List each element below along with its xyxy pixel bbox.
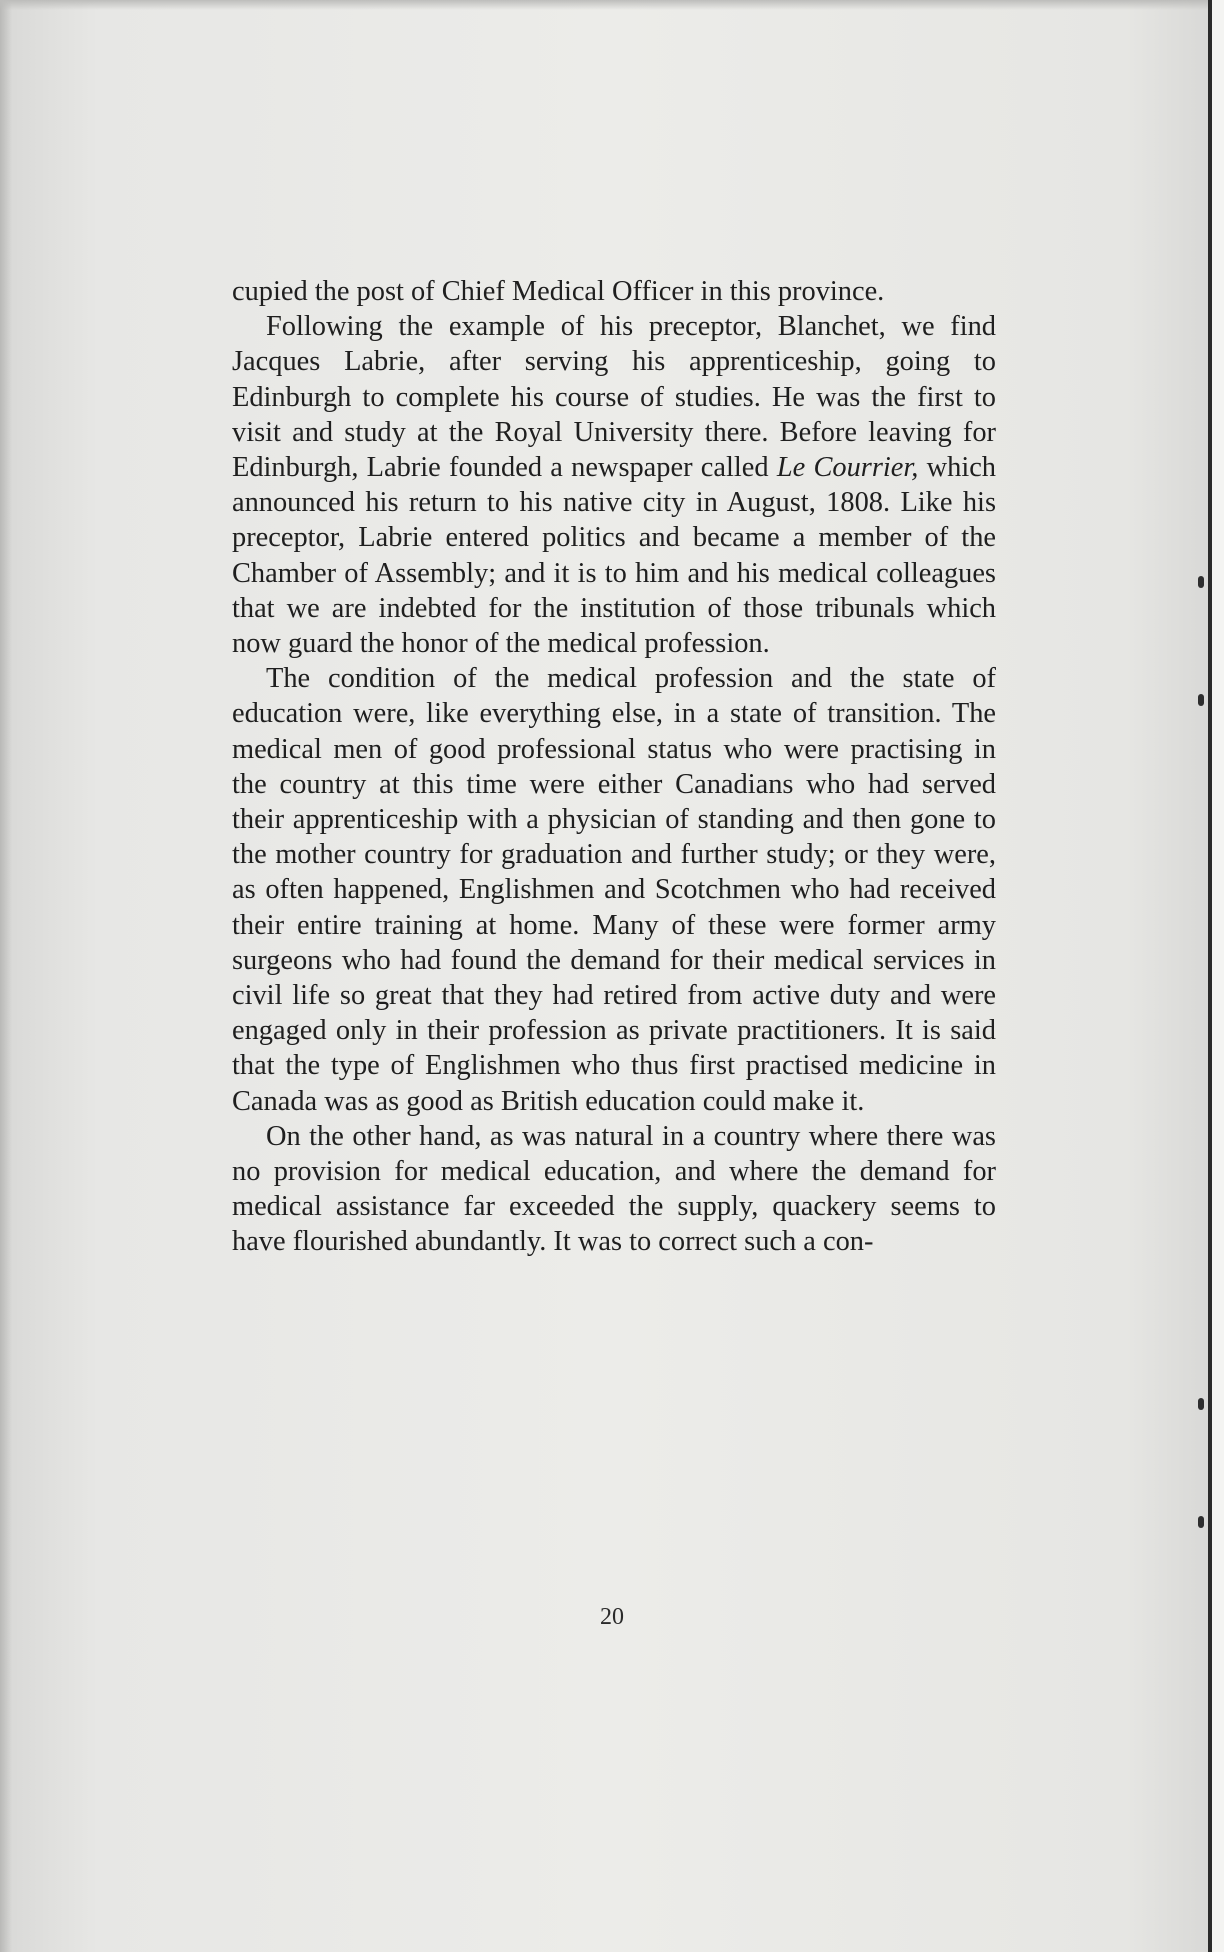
margin-mark [1198, 694, 1204, 706]
left-binding-shadow [0, 0, 12, 1952]
adjacent-page-strip [1212, 0, 1224, 1952]
margin-mark [1198, 1516, 1204, 1528]
paragraph-continued: cupied the post of Chief Medical Officer in this province. [232, 276, 885, 307]
paragraph: The condition of the medical profession and the state of education were, like everything else, in a state of transition. The medical men of good professional status who were practising in the country at this time were either Canadians who had served their apprenticeship with a physician of standing and then gone to the mother country for graduation and further study; or they were, as often happened, Englishmen and Scotchmen who had received their entire training at home. Many of these were former army surgeons who had found the demand for their medical services in civil life so great that they had retired from active duty and were engaged only in their profession as private practitioners. It is said that the type of Englishmen who thus first practised medicine in Canada was as good as British education could make it. [232, 663, 996, 1117]
page-number: 20 [600, 1604, 624, 1630]
margin-mark [1198, 1398, 1204, 1410]
paragraph: On the other hand, as was natural in a country where there was no provision for medical education, and where the demand for medical assistance far exceeded the supply, quackery seems to have flourished abundantly. It was to correct such a con- [232, 1120, 996, 1258]
top-scan-shadow [0, 0, 1208, 10]
newspaper-title: Le Courrier, [776, 452, 919, 484]
margin-mark [1198, 576, 1204, 588]
body-text [232, 274, 996, 1260]
paragraph: Following the example of his preceptor, Blanchet, we find Jacques Labrie, after serving his apprenticeship, going to Edinburgh to complete his course of studies. He was the first to visit and study at the Royal University there. Before leaving for Edinburgh, Labrie founded a newspaper called Le Courrier, which announced his return to his native city in August, 1808. Like his preceptor, Labrie entered politics and became a member of the Chamber of Assembly; and it is to him and his medical colleagues that we are indebted for the institution of those tribunals which now guard the honor of the medical profession. [232, 311, 997, 660]
